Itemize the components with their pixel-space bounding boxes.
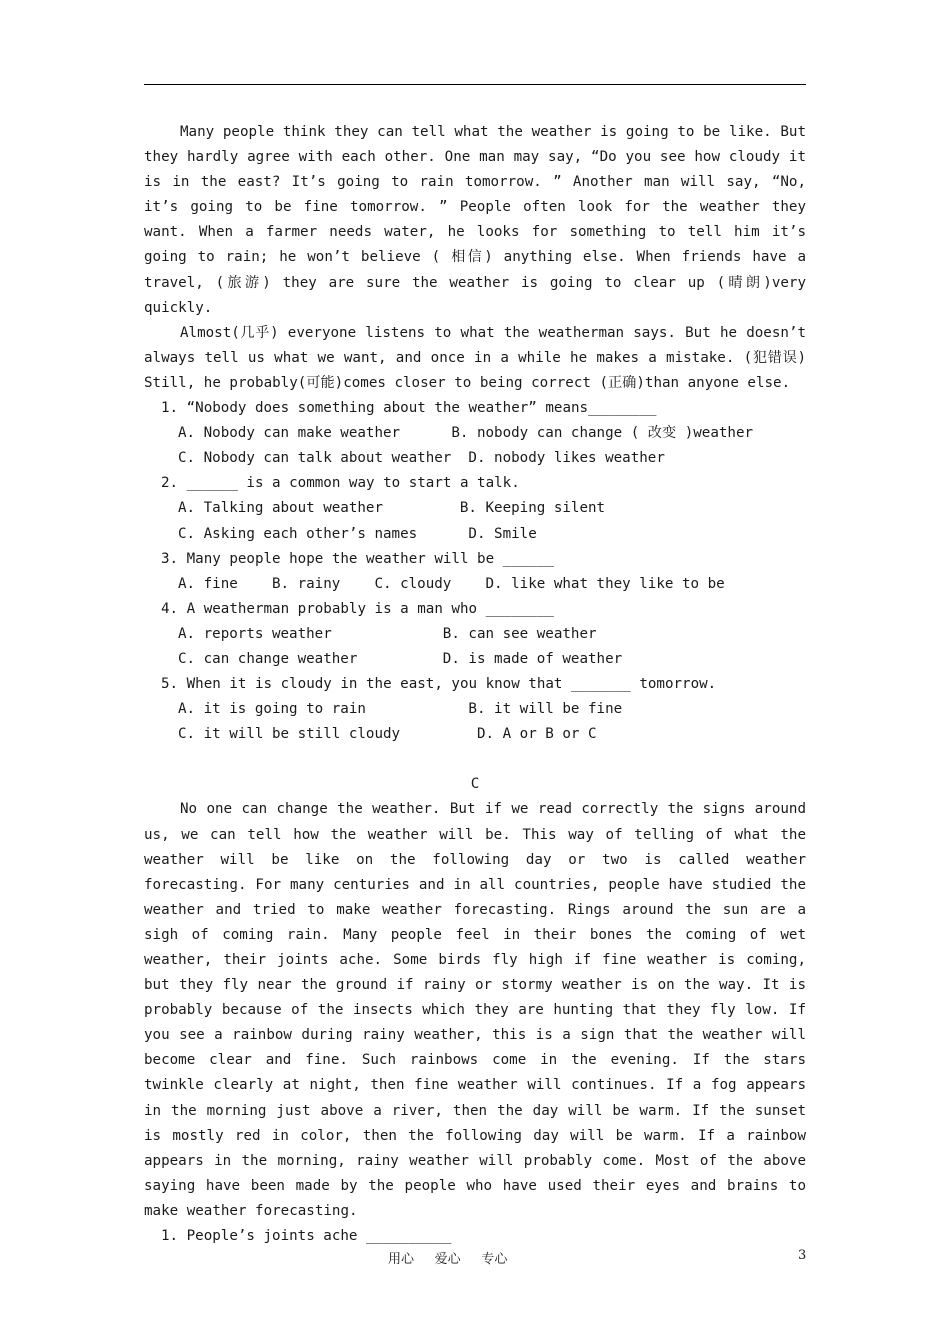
paragraph-b-1: Many people think they can tell what the weather is going to be like. But they hardly agree with each other. One man may say, “Do you see how cloudy it is in the east? It’s going to rain tomorrow. ” Another man will say, “No, it’s going to be fine tomorrow. ” People often look for the weather they want. When a farmer needs water, he looks for something to tell him it’s going to rain; he won’t believe ( 相信) anything else. When friends have a travel, (旅游) they are sure the weather is going to clear up (晴朗)very quickly. xyxy=(144,124,806,316)
question-1-options-2: C. Nobody can talk about weather D. nobody likes weather xyxy=(178,450,665,467)
paragraph-c: No one can change the weather. But if we read correctly the signs around us, we can tell how the weather will be. This way of telling of what the weather will be like on the following day or two is called weather forecasting. For many centuries and in all countries, people have studied the weather and tried to make weather forecasting. Rings around the sun are a sigh of coming rain. Many people feel in their bones the coming of wet weather, their joints ache. Some birds fly high if fine weather is coming, but they fly near the ground if rainy or stormy weather is on the way. It is probably because of the insects which they are hunting that they fly low. If you see a rainbow during rainy weather, this is a sign that the weather will become clear and fine. Such rainbows come in the evening. If the stars twinkle clearly at night, then fine weather will continues. If a fog appears in the morning just above a river, then the day will be warm. If the sunset is mostly red in color, then the following day will be warm. If a rainbow appears in the morning, rainy weather will probably come. Most of the above saying have been made by the people who have used their eyes and brains to make weather forecasting. xyxy=(144,801,806,1219)
question-2: 2. ______ is a common way to start a talk. xyxy=(161,475,520,492)
paragraph-b-2: Almost(几乎) everyone listens to what the weatherman says. But he doesn’t always tell us what we want, and once in a while he makes a mistake. (犯错误) Still, he probably(可能)comes closer to being correct (正确)than anyone else. xyxy=(144,324,806,391)
question-4-options-1: A. reports weather B. can see weather xyxy=(178,625,597,642)
question-3-options-1: A. fine B. rainy C. cloudy D. like what they like to be xyxy=(178,575,725,592)
question-3: 3. Many people hope the weather will be ______ xyxy=(161,550,554,567)
question-1: 1. “Nobody does something about the weather” means________ xyxy=(161,400,657,417)
page-number: 3 xyxy=(798,1248,807,1263)
question-4-options-2: C. can change weather D. is made of weather xyxy=(178,650,623,667)
question-c-1: 1. People’s joints ache __________ xyxy=(161,1228,452,1245)
question-2-options-1: A. Talking about weather B. Keeping silent xyxy=(178,500,606,517)
question-4: 4. A weatherman probably is a man who ________ xyxy=(161,600,554,617)
question-5-options-1: A. it is going to rain B. it will be fine xyxy=(178,701,623,718)
question-5: 5. When it is cloudy in the east, you know that _______ tomorrow. xyxy=(161,676,717,693)
question-5-options-2: C. it will be still cloudy D. A or B or C xyxy=(178,726,597,743)
section-heading-c: C xyxy=(470,776,480,793)
footer-motto: 用心 爱心 专心 xyxy=(388,1252,508,1267)
page-content xyxy=(144,120,806,1249)
header-rule xyxy=(144,84,806,85)
question-2-options-2: C. Asking each other’s names D. Smile xyxy=(178,525,537,542)
page-footer xyxy=(0,1248,950,1268)
question-1-options-1: A. Nobody can make weather B. nobody can change ( 改变 )weather xyxy=(178,425,754,442)
